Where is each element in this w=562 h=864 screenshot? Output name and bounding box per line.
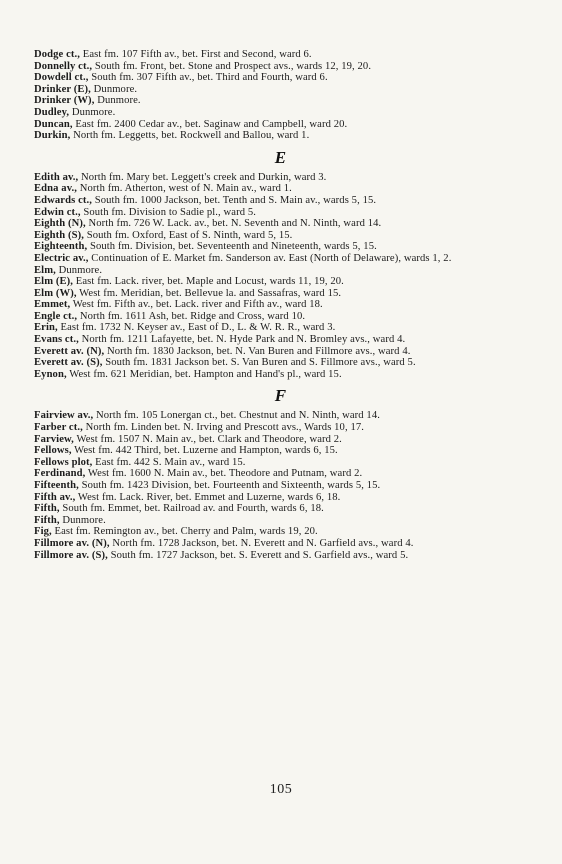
street-name: Elm (W), (34, 287, 77, 299)
street-entry (33, 61, 528, 73)
street-description: South fm. 1727 Jackson, bet. S. Everett and S. Garfield avs., ward 5. (107, 549, 409, 561)
street-description: North fm. 1830 Jackson, bet. N. Van Buren and Fillmore avs., ward 4. (104, 345, 411, 357)
street-name: Fairview av., (34, 410, 94, 422)
street-description: South fm. 1000 Jackson, bet. Tenth and S. Main av., wards 5, 15. (92, 194, 377, 206)
street-entry (33, 95, 528, 107)
street-name: Fellows, (34, 445, 72, 457)
street-entry (33, 84, 528, 96)
street-description: North fm. 1211 Lafayette, bet. N. Hyde Park and N. Bromley avs., ward 4. (78, 334, 406, 346)
street-name: Eighth (S), (34, 229, 84, 241)
street-name: Electric av., (34, 252, 89, 264)
street-entry (33, 334, 528, 346)
street-description: East fm. 2400 Cedar av., bet. Saginaw and Campbell, ward 20. (72, 118, 348, 130)
street-description: North fm. 1728 Jackson, bet. N. Everett and N. Garfield avs., ward 4. (109, 537, 414, 549)
street-description: Continuation of E. Market fm. Sanderson av. East (North of Delaware), wards 1, 2. (88, 252, 452, 264)
street-entry (33, 72, 528, 84)
street-entry (33, 230, 528, 242)
street-entry (33, 480, 528, 492)
street-entry (33, 422, 528, 434)
street-name: Fifth, (34, 503, 60, 515)
street-entry (33, 538, 528, 550)
street-description: North fm. Linden bet. N. Irving and Prescott avs., Wards 10, 17. (82, 422, 364, 434)
street-description: South fm. Emmet, bet. Railroad av. and Fourth, wards 6, 18. (59, 503, 324, 515)
street-entry (33, 276, 528, 288)
street-name: Dodge ct., (34, 49, 81, 60)
street-entry (33, 515, 528, 527)
street-description: South fm. Front, bet. Stone and Prospect avs., wards 12, 19, 20. (92, 60, 372, 72)
street-description: East fm. 1732 N. Keyser av., East of D., L. & W. R. R., ward 3. (57, 322, 336, 334)
street-name: Everett av. (S), (34, 357, 103, 369)
street-name: Fellows plot, (34, 456, 93, 468)
street-name: Ferdinand, (34, 468, 86, 480)
street-entry (33, 503, 528, 515)
street-name: Erin, (34, 322, 58, 334)
street-name: Fifteenth, (34, 480, 79, 491)
directory-content (33, 49, 528, 561)
street-entry (33, 195, 528, 207)
section-letter: F (274, 386, 287, 406)
street-entry (33, 457, 528, 469)
street-entry (33, 526, 528, 538)
street-name: Dudley, (34, 106, 70, 118)
street-name: Edwin ct., (34, 206, 81, 218)
street-name: Drinker (E), (34, 83, 91, 95)
street-name: Fillmore av. (N), (34, 537, 110, 549)
section-letter: E (274, 147, 287, 167)
street-description: South fm. Division, bet. Seventeenth and Nineteenth, wards 5, 15. (87, 241, 377, 253)
street-name: Eighteenth, (34, 241, 88, 253)
street-description: West fm. 1600 N. Main av., bet. Theodore and Putnam, ward 2. (85, 468, 363, 480)
street-entry (33, 218, 528, 230)
street-description: East fm. 107 Fifth av., bet. First and Second, ward 6. (80, 49, 312, 60)
street-description: South fm. Oxford, East of S. Ninth, ward 5, 15. (83, 229, 293, 241)
street-description: Dunmore. (90, 83, 138, 95)
street-entry (33, 207, 528, 219)
street-entry (33, 322, 528, 334)
street-entry (33, 468, 528, 480)
street-name: Fifth, (34, 514, 60, 526)
street-name: Eighth (N), (34, 218, 86, 230)
street-name: Elm (E), (34, 276, 74, 288)
street-entry (33, 241, 528, 253)
street-entry (33, 311, 528, 323)
street-entry (33, 265, 528, 277)
street-entry (33, 49, 528, 61)
street-description: North fm. 726 W. Lack. av., bet. N. Seventh and N. Ninth, ward 14. (85, 218, 382, 230)
street-name: Durkin, (34, 130, 71, 142)
street-description: East fm. 442 S. Main av., ward 15. (92, 456, 246, 468)
street-name: Drinker (W), (34, 95, 95, 107)
street-description: Dunmore. (69, 106, 116, 118)
street-description: South fm. 1831 Jackson bet. S. Van Buren and S. Fillmore avs., ward 5. (102, 357, 416, 369)
street-name: Edith av., (34, 171, 79, 183)
street-name: Elm, (34, 264, 56, 276)
street-description: East fm. Lack. river, bet. Maple and Locust, wards 11, 19, 20. (73, 276, 344, 288)
street-entry (33, 492, 528, 504)
street-entry (33, 434, 528, 446)
street-entry (33, 253, 528, 265)
street-entry (33, 357, 528, 369)
street-description: South fm. Division to Sadie pl., ward 5. (80, 206, 256, 218)
street-description: West fm. Lack. River, bet. Emmet and Luzerne, wards 6, 18. (75, 491, 341, 503)
street-name: Fig, (34, 526, 52, 538)
street-entry (33, 119, 528, 131)
street-description: West fm. 621 Meridian, bet. Hampton and Hand's pl., ward 15. (66, 368, 342, 380)
street-name: Engle ct., (34, 310, 78, 322)
street-entry (33, 445, 528, 457)
page-number: 105 (269, 782, 293, 797)
street-description: South fm. 307 Fifth av., bet. Third and Fourth, ward 6. (88, 72, 328, 84)
street-entry (33, 410, 528, 422)
street-name: Duncan, (34, 118, 73, 130)
street-name: Farber ct., (34, 422, 83, 434)
directory-page (33, 49, 528, 561)
street-entry (33, 369, 528, 381)
street-entry (33, 299, 528, 311)
street-entry (33, 550, 528, 562)
street-name: Dowdell ct., (34, 72, 89, 84)
street-name: Edwards ct., (34, 194, 92, 206)
street-description: North fm. Leggetts, bet. Rockwell and Ballou, ward 1. (70, 130, 310, 142)
street-description: South fm. 1423 Division, bet. Fourteenth and Sixteenth, wards 5, 15. (78, 480, 381, 491)
street-description: Dunmore. (94, 95, 141, 107)
street-name: Fillmore av. (S), (34, 549, 108, 561)
street-name: Fifth av., (34, 491, 76, 503)
street-description: West fm. Fifth av., bet. Lack. river and Fifth av., ward 18. (70, 299, 323, 311)
street-description: North fm. 105 Lonergan ct., bet. Chestnut and N. Ninth, ward 14. (93, 410, 380, 422)
street-entry (33, 172, 528, 184)
street-description: Dunmore. (59, 514, 106, 526)
street-description: Dunmore. (55, 264, 103, 276)
street-description: North fm. Atherton, west of N. Main av., ward 1. (77, 183, 292, 195)
street-name: Emmet, (34, 299, 71, 311)
street-description: North fm. Mary bet. Leggett's creek and Durkin, ward 3. (78, 171, 327, 183)
street-name: Evans ct., (34, 334, 79, 346)
street-entry (33, 183, 528, 195)
street-entry (33, 107, 528, 119)
street-name: Farview, (34, 433, 74, 445)
street-name: Everett av. (N), (34, 345, 105, 357)
street-description: East fm. Remington av., bet. Cherry and Palm, wards 19, 20. (51, 526, 318, 538)
street-entry (33, 346, 528, 358)
street-description: North fm. 1611 Ash, bet. Ridge and Cross, ward 10. (77, 310, 306, 322)
street-description: West fm. Meridian, bet. Bellevue la. and Sassafras, ward 15. (76, 287, 342, 299)
street-entry (33, 288, 528, 300)
street-description: West fm. 1507 N. Main av., bet. Clark and Theodore, ward 2. (73, 433, 342, 445)
street-entry (33, 130, 528, 142)
street-name: Donnelly ct., (34, 60, 93, 72)
street-description: West fm. 442 Third, bet. Luzerne and Hampton, wards 6, 15. (71, 445, 338, 457)
street-name: Eynon, (34, 368, 67, 380)
street-name: Edna av., (34, 183, 78, 195)
